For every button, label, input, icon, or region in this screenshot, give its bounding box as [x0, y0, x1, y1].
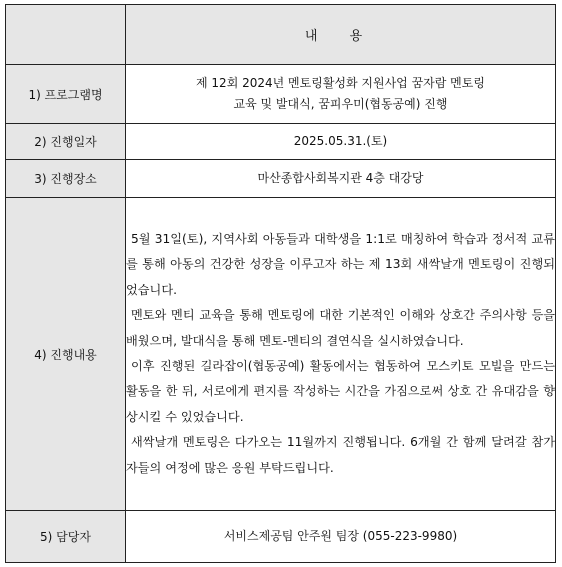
program-row — [6, 65, 556, 124]
content-label: 4) 진행내용 — [6, 198, 126, 511]
content-paragraph: 멘토와 멘티 교육을 통해 멘토링에 대한 기본적인 이해와 상호간 주의사항 등을 배웠으며, 발대식을 통해 멘토-멘티의 결연식을 실시하였습니다. — [126, 308, 555, 348]
place-row — [6, 160, 556, 198]
program-value — [126, 65, 556, 124]
content-paragraph: 이후 진행된 길라잡이(협동공예) 활동에서는 협동하여 모스키토 모빌을 만드는 활동을 한 뒤, 서로에게 편지를 작성하는 시간을 가짐으로써 상호 간 유대감을 향상시킬 수 있었습니다. — [126, 359, 555, 424]
program-label: 1) 프로그램명 — [6, 65, 126, 124]
content-header: 내 용 — [126, 5, 556, 65]
content-paragraph: 5월 31일(토), 지역사회 아동들과 대학생을 1:1로 매칭하여 학습과 정서적 교류를 통해 아동의 건강한 성장을 이루고자 하는 제 13회 새싹날개 멘토링이 진행되었습니다. — [126, 231, 555, 297]
place-value: 마산종합사회복지관 4층 대강당 — [126, 160, 556, 198]
contact-value: 서비스제공팀 안주원 팀장 (055-223-9980) — [126, 511, 556, 563]
content-body — [126, 198, 556, 511]
report-table — [5, 4, 556, 563]
date-row — [6, 124, 556, 160]
date-value: 2025.05.31.(토) — [126, 124, 556, 160]
header-row — [6, 5, 556, 65]
contact-row — [6, 511, 556, 563]
program-line-2: 교육 및 발대식, 꿈피우미(협동공예) 진행 — [233, 97, 448, 111]
content-row — [6, 198, 556, 511]
program-line-1: 제 12회 2024년 멘토링활성화 지원사업 꿈자람 멘토링 — [196, 76, 485, 90]
content-paragraph: 새싹날개 멘토링은 다가오는 11월까지 진행됩니다. 6개월 간 함께 달려갈 참가자들의 여정에 많은 응원 부탁드립니다. — [126, 435, 555, 475]
contact-label: 5) 담당자 — [6, 511, 126, 563]
date-label: 2) 진행일자 — [6, 124, 126, 160]
place-label: 3) 진행장소 — [6, 160, 126, 198]
header-corner-cell — [6, 5, 126, 65]
